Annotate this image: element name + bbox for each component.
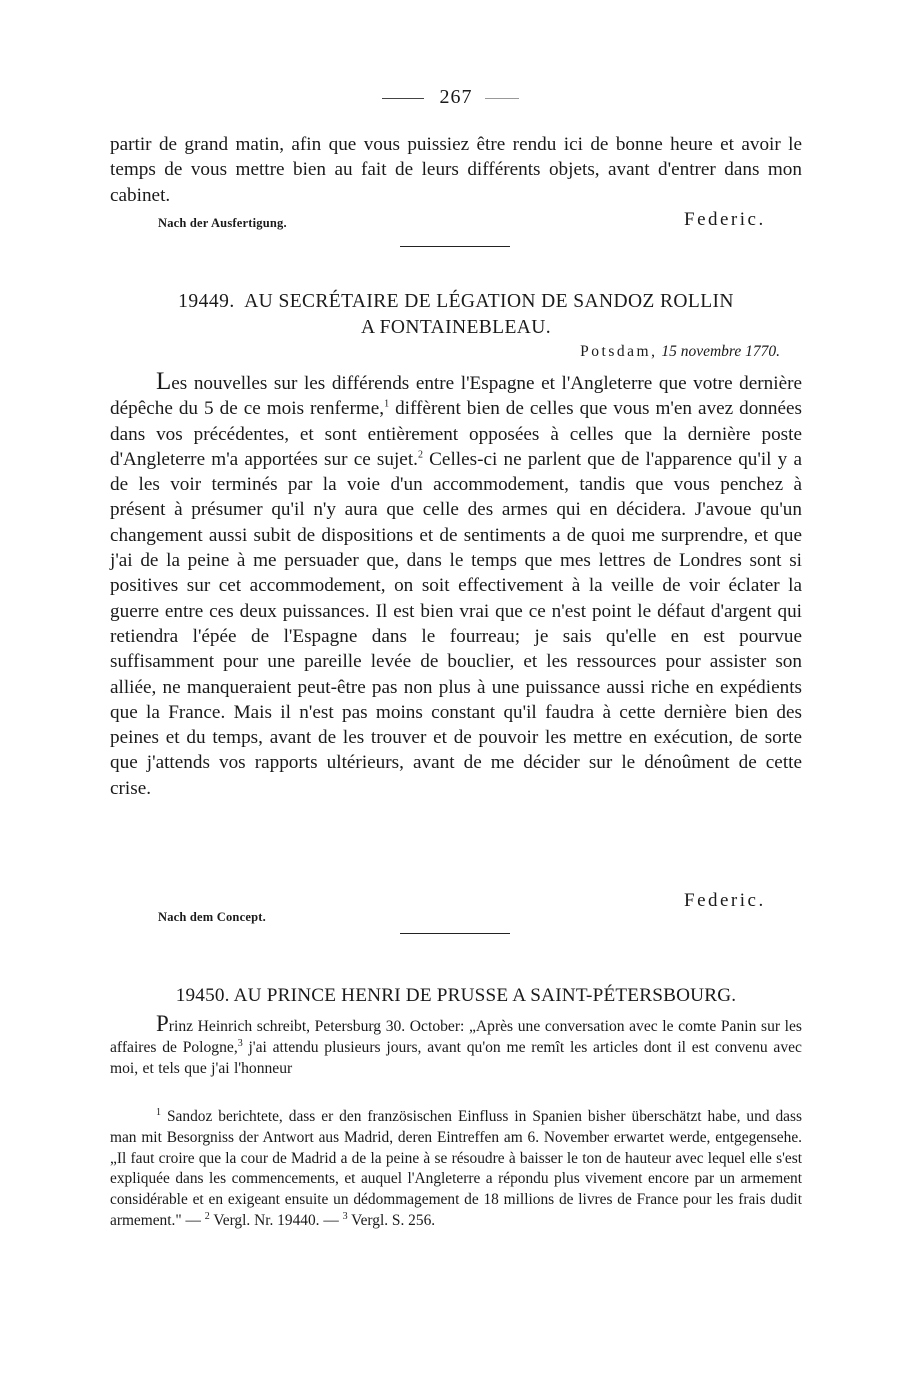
body-text-part2: diffèrent bien de celles que vous m'en avez données dans vos précédentes, et sont entièrement opposées à celles que la dernière poste d'Angleterre m'a apportées sur ce sujet. (110, 398, 802, 470)
header-rule-right (485, 98, 519, 99)
letter-heading-line1: AU SECRÉTAIRE DE LÉGATION DE SANDOZ ROLLIN (244, 291, 734, 312)
footnote-ref-3: 3 (237, 1037, 243, 1049)
letter-heading-19449 (110, 289, 802, 341)
body-text-part3: Celles-ci ne parlent que de l'apparence qu'il y a de les voir terminés par la voie d'un accommodement, tandis que vous penchez à présent à présumer qu'il n'y aura que celle des armes qui en décidera. J'avoue qu'un changement aussi subit de dispositions et de sentiments a de quoi me surprendre, et que j'ai de la peine à me persuader que, dans le temps que mes lettres de Londres sont si positives sur cet accommodement, on soit effectivement à la veille de voir éclater la guerre entre ces deux puissances. Il est bien vrai que ce n'est point le défaut d'argent qui retiendra l'épée de l'Espagne dans le fourreau; je sais qu'elle en est pourvue suffisamment pour une pareille levée de bouclier, et les ressources pour assister son alliée, ne manqueraient peut-être pas non plus à une puissance aussi riche en expédients que la France. Mais il n'est pas moins constant qu'il faudra à cette dernière bien des peines et du temps, avant de les trouver et de pouvoir les mettre en exécution, de sorte que j'attends vos rapports ultérieurs, avant de me décider sur le dénoûment de cette crise. (110, 448, 802, 799)
page-header (0, 86, 900, 109)
letter-heading-line2: A FONTAINEBLEAU. (360, 317, 552, 338)
header-rule-left (382, 98, 424, 99)
drop-cap: L (156, 368, 172, 395)
footnote-mark-1: 1 (156, 1106, 161, 1118)
continuation-paragraph: partir de grand matin, afin que vous puissiez être rendu ici de bonne heure et avoir le temps de vous mettre bien au fait de leurs différents objets, avant d'entrer dans mon cabinet. (110, 134, 802, 206)
body-19450-part2: j'ai attendu plusieurs jours, avant qu'on me remît les articles dont il est convenu avec moi, et tels que j'ai l'honneur (110, 1039, 802, 1077)
signature-top: Federic. (684, 209, 766, 230)
footnote-3-text: Vergl. S. 256. (347, 1211, 436, 1229)
letter-heading-19450: 19450. AU PRINCE HENRI DE PRUSSE A SAINT-PÉTERSBOURG. (175, 985, 737, 1006)
place-date (580, 343, 780, 361)
footnote-mark-3: 3 (342, 1210, 348, 1222)
section-divider-1 (400, 246, 510, 247)
letter-body-19449 (110, 369, 802, 801)
body-text-part1: es nouvelles sur les différends entre l'Espagne et l'Angleterre que votre dernière dépêche du 5 de ce mois renferme, (110, 373, 802, 420)
footnote-ref-2: 2 (417, 449, 423, 461)
letter-number: 19449. (178, 291, 235, 312)
drop-cap-19450: P (156, 1011, 169, 1036)
date: 15 novembre 1770. (661, 343, 780, 360)
footnote-ref-1: 1 (384, 398, 390, 410)
section-divider-2 (400, 933, 510, 934)
place: Potsdam, (580, 343, 658, 360)
footnote-2-text: Vergl. Nr. 19440. — (209, 1211, 339, 1229)
footnote-mark-2: 2 (204, 1210, 210, 1222)
source-note-top: Nach der Ausfertigung. (158, 216, 287, 230)
source-note-19449: Nach dem Concept. (158, 910, 266, 924)
footnote-1-text: Sandoz berichtete, dass er den französischen Einfluss in Spanien bisher überschätzt habe, und dass man mit Besorgniss der Antwort aus Madrid, deren Eintreffen am 6. November erwartet werde, entgegensehe. „Il faut croire que la cour de Madrid a de la peine à se résoudre à baisser le ton de hauteur avec lequel elle s'est expliquée dans les commencements, et auquel l'Angleterre a répondu plus vivement encore par un armement considérable et en exigeant ensuite un dédommagement de 18 millions de livres de France pour les frais dudit armement." — (110, 1108, 802, 1229)
footnotes (110, 1107, 802, 1232)
body-19450-part1: rinz Heinrich schreibt, Petersburg 30. October: „Après une conversation avec le comte Panin sur les affaires de Pologne, (110, 1018, 802, 1056)
letter-body-19450 (110, 1013, 802, 1079)
page-number: 267 (439, 86, 473, 108)
signature-19449: Federic. (684, 890, 766, 911)
